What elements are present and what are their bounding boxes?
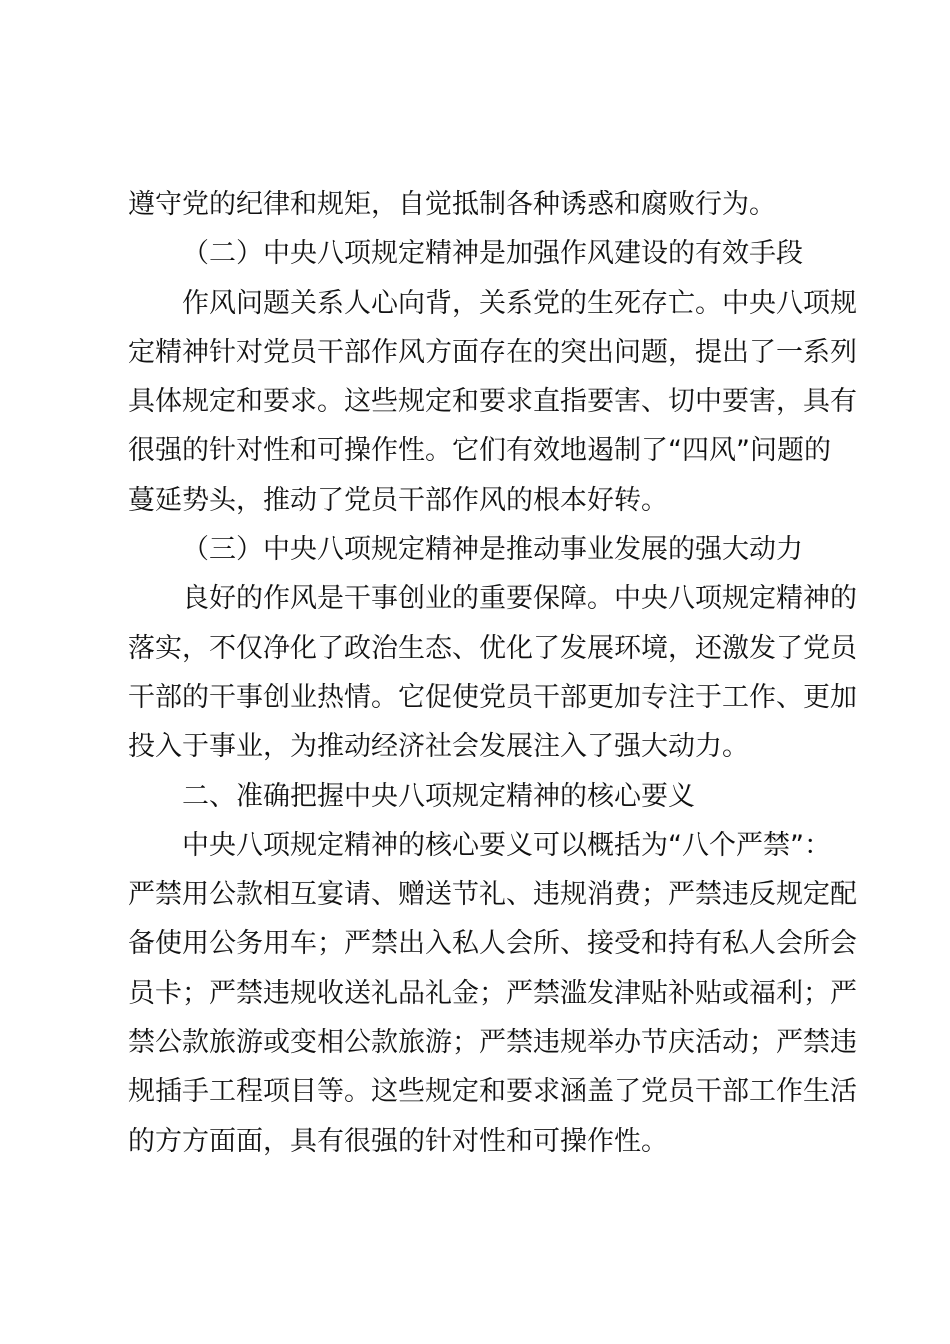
section-heading: （三）中央八项规定精神是推动事业发展的强大动力 (182, 534, 803, 566)
paragraph-line: 规插手工程项目等。这些规定和要求涵盖了党员干部工作生活 (128, 1076, 857, 1108)
body-text (128, 180, 857, 1166)
paragraph-line: 定精神针对党员干部作风方面存在的突出问题，提出了一系列 (128, 336, 857, 368)
paragraph-line: 很强的针对性和可操作性。它们有效地遏制了“四风”问题的 (128, 435, 831, 467)
chapter-heading: 二、准确把握中央八项规定精神的核心要义 (182, 780, 695, 812)
paragraph-line: 备使用公务用车；严禁出入私人会所、接受和持有私人会所会 (128, 928, 857, 960)
section-heading: （二）中央八项规定精神是加强作风建设的有效手段 (182, 238, 803, 270)
paragraph-line: 的方方面面，具有很强的针对性和可操作性。 (128, 1125, 668, 1157)
paragraph-line: 员卡；严禁违规收送礼品礼金；严禁滥发津贴补贴或福利；严 (128, 977, 857, 1009)
paragraph-line: 禁公款旅游或变相公款旅游；严禁违规举办节庆活动；严禁违 (128, 1027, 857, 1059)
paragraph-line: 中央八项规定精神的核心要义可以概括为“八个严禁”： (182, 829, 831, 861)
paragraph-line: 作风问题关系人心向背，关系党的生死存亡。中央八项规 (182, 287, 857, 319)
paragraph-line: 严禁用公款相互宴请、赠送节礼、违规消费；严禁违反规定配 (128, 879, 857, 911)
paragraph-line: 良好的作风是干事创业的重要保障。中央八项规定精神的 (182, 583, 857, 615)
paragraph-line: 遵守党的纪律和规矩，自觉抵制各种诱惑和腐败行为。 (128, 189, 776, 220)
paragraph-line: 投入于事业，为推动经济社会发展注入了强大动力。 (128, 731, 749, 763)
paragraph-line: 蔓延势头，推动了党员干部作风的根本好转。 (128, 484, 668, 516)
paragraph-line: 具体规定和要求。这些规定和要求直指要害、切中要害，具有 (128, 386, 857, 418)
paragraph-line: 干部的干事创业热情。它促使党员干部更加专注于工作、更加 (128, 681, 857, 713)
paragraph-line: 落实，不仅净化了政治生态、优化了发展环境，还激发了党员 (128, 632, 857, 664)
